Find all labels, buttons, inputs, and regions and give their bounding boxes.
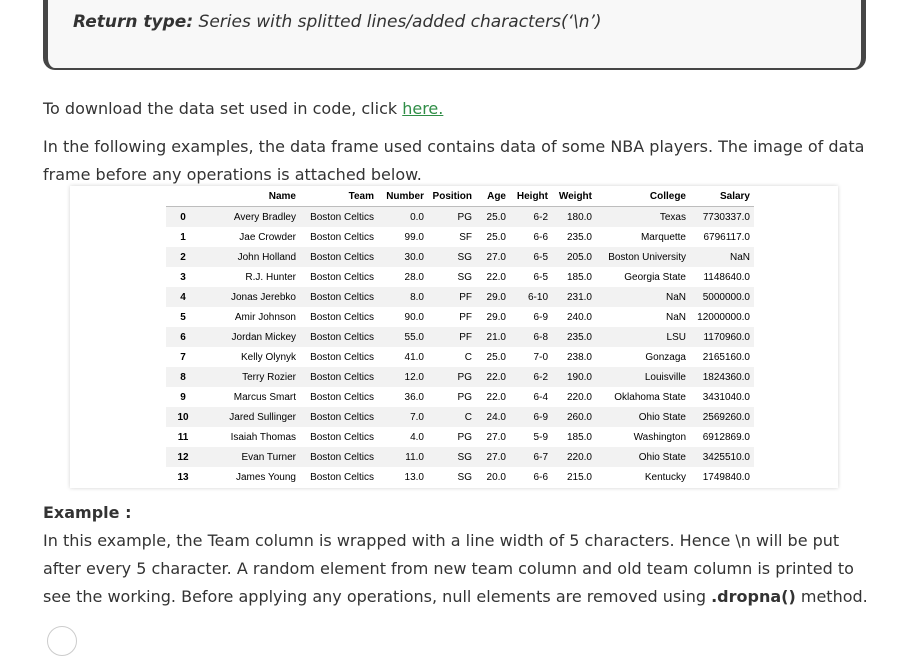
player-name-cell: Jonas Jerebko bbox=[230, 291, 296, 303]
number-cell: 8.0 bbox=[410, 291, 424, 303]
weight-cell: 205.0 bbox=[566, 251, 592, 263]
salary-cell: NaN bbox=[729, 251, 750, 263]
table-row bbox=[166, 267, 754, 287]
team-cell: Boston Celtics bbox=[310, 211, 374, 223]
table-row bbox=[166, 227, 754, 247]
age-cell: 24.0 bbox=[486, 411, 506, 423]
salary-cell: 3431040.0 bbox=[702, 391, 750, 403]
position-cell: C bbox=[464, 351, 472, 363]
example-text-end: method. bbox=[795, 587, 868, 606]
weight-cell: 220.0 bbox=[566, 391, 592, 403]
age-cell: 27.0 bbox=[486, 431, 506, 443]
row-index-cell: 6 bbox=[180, 331, 186, 343]
position-cell: PF bbox=[459, 311, 472, 323]
age-cell: 22.0 bbox=[486, 371, 506, 383]
column-header: Number bbox=[378, 186, 428, 207]
age-cell: 21.0 bbox=[486, 331, 506, 343]
college-cell: Kentucky bbox=[644, 471, 686, 483]
table-row bbox=[166, 467, 754, 487]
position-cell: PG bbox=[457, 431, 472, 443]
height-cell: 6-4 bbox=[533, 391, 548, 403]
player-name-cell: Amir Johnson bbox=[234, 311, 296, 323]
return-type-text bbox=[73, 12, 602, 32]
example-heading: Example : bbox=[43, 503, 132, 522]
decorative-circle bbox=[47, 626, 77, 656]
weight-cell: 235.0 bbox=[566, 231, 592, 243]
position-cell: PG bbox=[457, 371, 472, 383]
team-cell: Boston Celtics bbox=[310, 231, 374, 243]
weight-cell: 235.0 bbox=[566, 331, 592, 343]
age-cell: 22.0 bbox=[486, 271, 506, 283]
salary-cell: 12000000.0 bbox=[697, 311, 750, 323]
row-index-cell: 9 bbox=[180, 391, 186, 403]
player-name-cell: James Young bbox=[235, 471, 296, 483]
player-name-cell: Jordan Mickey bbox=[231, 331, 296, 343]
table-row bbox=[166, 367, 754, 387]
age-cell: 29.0 bbox=[486, 311, 506, 323]
player-name-cell: Evan Turner bbox=[241, 451, 296, 463]
row-index-cell: 5 bbox=[180, 311, 186, 323]
salary-cell: 7730337.0 bbox=[702, 211, 750, 223]
row-index-cell: 2 bbox=[180, 251, 186, 263]
example-paragraph bbox=[43, 527, 873, 611]
row-index-cell: 3 bbox=[180, 271, 186, 283]
column-header: Age bbox=[476, 186, 510, 207]
college-cell: LSU bbox=[666, 331, 686, 343]
weight-cell: 190.0 bbox=[566, 371, 592, 383]
column-header: Weight bbox=[552, 186, 596, 207]
example-text: In this example, the Team column is wrapped with a line width of 5 characters. Hence \n will be put after every 5 character. A random element from new team column and old team column is printed to see the working. Before applying any operations, null elements are removed using bbox=[43, 531, 854, 606]
row-index-cell: 13 bbox=[177, 471, 189, 483]
height-cell: 6-2 bbox=[533, 211, 548, 223]
height-cell: 6-2 bbox=[533, 371, 548, 383]
position-cell: SF bbox=[459, 231, 472, 243]
weight-cell: 185.0 bbox=[566, 431, 592, 443]
player-name-cell: R.J. Hunter bbox=[245, 271, 296, 283]
position-cell: SG bbox=[457, 471, 472, 483]
height-cell: 6-7 bbox=[533, 451, 548, 463]
table-row bbox=[166, 387, 754, 407]
team-cell: Boston Celtics bbox=[310, 391, 374, 403]
table-row bbox=[166, 447, 754, 467]
age-cell: 29.0 bbox=[486, 291, 506, 303]
table-row bbox=[166, 287, 754, 307]
table-body bbox=[166, 207, 754, 488]
salary-cell: 6796117.0 bbox=[703, 231, 750, 243]
player-name-cell: Terry Rozier bbox=[242, 371, 296, 383]
team-cell: Boston Celtics bbox=[310, 471, 374, 483]
return-type-label: Return type: bbox=[73, 12, 194, 32]
weight-cell: 260.0 bbox=[566, 411, 592, 423]
team-cell: Boston Celtics bbox=[310, 411, 374, 423]
number-cell: 28.0 bbox=[404, 271, 424, 283]
player-name-cell: Marcus Smart bbox=[233, 391, 296, 403]
download-prefix: To download the data set used in code, click bbox=[43, 99, 403, 118]
weight-cell: 220.0 bbox=[566, 451, 592, 463]
row-index-cell: 1 bbox=[180, 231, 186, 243]
height-cell: 6-5 bbox=[533, 251, 548, 263]
row-index-cell: 8 bbox=[180, 371, 186, 383]
height-cell: 6-9 bbox=[533, 411, 548, 423]
salary-cell: 1170960.0 bbox=[703, 331, 750, 343]
team-cell: Boston Celtics bbox=[310, 331, 374, 343]
column-header bbox=[166, 186, 200, 207]
row-index-cell: 4 bbox=[180, 291, 186, 303]
column-header: Team bbox=[300, 186, 378, 207]
table-row bbox=[166, 327, 754, 347]
number-cell: 41.0 bbox=[404, 351, 424, 363]
table-row bbox=[166, 347, 754, 367]
weight-cell: 215.0 bbox=[566, 471, 592, 483]
salary-cell: 1148640.0 bbox=[703, 271, 750, 283]
number-cell: 4.0 bbox=[410, 431, 424, 443]
number-cell: 36.0 bbox=[404, 391, 424, 403]
player-name-cell: Avery Bradley bbox=[233, 211, 296, 223]
number-cell: 30.0 bbox=[404, 251, 424, 263]
intro-paragraph: In the following examples, the data frame used contains data of some NBA players. The image of data frame before any operations is attached below. bbox=[43, 137, 865, 184]
position-cell: C bbox=[464, 411, 472, 423]
college-cell: Marquette bbox=[640, 231, 686, 243]
college-cell: NaN bbox=[665, 291, 686, 303]
college-cell: Oklahoma State bbox=[614, 391, 686, 403]
college-cell: Ohio State bbox=[638, 451, 686, 463]
age-cell: 27.0 bbox=[486, 451, 506, 463]
position-cell: SG bbox=[457, 251, 472, 263]
age-cell: 27.0 bbox=[486, 251, 506, 263]
salary-cell: 2165160.0 bbox=[702, 351, 750, 363]
row-index-cell: 10 bbox=[177, 411, 189, 423]
salary-cell: 2569260.0 bbox=[702, 411, 750, 423]
height-cell: 5-9 bbox=[533, 431, 548, 443]
number-cell: 7.0 bbox=[410, 411, 424, 423]
position-cell: PG bbox=[457, 391, 472, 403]
height-cell: 6-9 bbox=[533, 311, 548, 323]
row-index-cell: 7 bbox=[180, 351, 186, 363]
age-cell: 25.0 bbox=[486, 351, 506, 363]
salary-cell: 5000000.0 bbox=[702, 291, 750, 303]
number-cell: 55.0 bbox=[404, 331, 424, 343]
return-type-description: Series with splitted lines/added characters(‘\n’) bbox=[193, 12, 602, 32]
return-type-note bbox=[43, 0, 866, 70]
position-cell: SG bbox=[457, 271, 472, 283]
row-index-cell: 0 bbox=[180, 211, 186, 223]
height-cell: 6-8 bbox=[533, 331, 548, 343]
row-index-cell: 12 bbox=[177, 451, 189, 463]
dropna-code: .dropna() bbox=[711, 587, 796, 606]
weight-cell: 240.0 bbox=[566, 311, 592, 323]
position-cell: PF bbox=[459, 331, 472, 343]
team-cell: Boston Celtics bbox=[310, 371, 374, 383]
position-cell: PG bbox=[457, 211, 472, 223]
weight-cell: 238.0 bbox=[566, 351, 592, 363]
height-cell: 6-6 bbox=[533, 471, 548, 483]
team-cell: Boston Celtics bbox=[310, 451, 374, 463]
college-cell: Georgia State bbox=[624, 271, 686, 283]
column-header: Height bbox=[510, 186, 552, 207]
team-cell: Boston Celtics bbox=[310, 311, 374, 323]
table-row bbox=[166, 207, 754, 228]
table-header-row bbox=[166, 186, 754, 207]
position-cell: PF bbox=[459, 291, 472, 303]
column-header: College bbox=[596, 186, 690, 207]
player-name-cell: Isaiah Thomas bbox=[230, 431, 296, 443]
position-cell: SG bbox=[457, 451, 472, 463]
salary-cell: 6912869.0 bbox=[702, 431, 750, 443]
age-cell: 25.0 bbox=[486, 231, 506, 243]
table-row bbox=[166, 247, 754, 267]
height-cell: 6-6 bbox=[533, 231, 548, 243]
download-paragraph bbox=[43, 95, 873, 123]
number-cell: 12.0 bbox=[404, 371, 424, 383]
college-cell: Washington bbox=[633, 431, 686, 443]
team-cell: Boston Celtics bbox=[310, 271, 374, 283]
salary-cell: 1749840.0 bbox=[702, 471, 750, 483]
height-cell: 7-0 bbox=[533, 351, 548, 363]
team-cell: Boston Celtics bbox=[310, 251, 374, 263]
number-cell: 0.0 bbox=[410, 211, 424, 223]
number-cell: 99.0 bbox=[404, 231, 424, 243]
team-cell: Boston Celtics bbox=[310, 351, 374, 363]
table-row bbox=[166, 407, 754, 427]
weight-cell: 185.0 bbox=[566, 271, 592, 283]
column-header: Salary bbox=[690, 186, 754, 207]
college-cell: Ohio State bbox=[638, 411, 686, 423]
download-link[interactable]: here. bbox=[402, 99, 444, 118]
salary-cell: 1824360.0 bbox=[702, 371, 750, 383]
dataframe-table bbox=[166, 186, 754, 487]
column-header: Name bbox=[200, 186, 300, 207]
age-cell: 22.0 bbox=[486, 391, 506, 403]
college-cell: NaN bbox=[665, 311, 686, 323]
number-cell: 11.0 bbox=[405, 451, 424, 463]
number-cell: 13.0 bbox=[404, 471, 424, 483]
team-cell: Boston Celtics bbox=[310, 291, 374, 303]
college-cell: Boston University bbox=[608, 251, 686, 263]
number-cell: 90.0 bbox=[404, 311, 424, 323]
table-row bbox=[166, 307, 754, 327]
height-cell: 6-10 bbox=[527, 291, 548, 303]
team-cell: Boston Celtics bbox=[310, 431, 374, 443]
weight-cell: 180.0 bbox=[566, 211, 592, 223]
player-name-cell: John Holland bbox=[237, 251, 296, 263]
player-name-cell: Jae Crowder bbox=[239, 231, 296, 243]
dataframe-image bbox=[70, 186, 838, 488]
salary-cell: 3425510.0 bbox=[702, 451, 750, 463]
weight-cell: 231.0 bbox=[566, 291, 592, 303]
college-cell: Louisville bbox=[644, 371, 686, 383]
table-row bbox=[166, 427, 754, 447]
player-name-cell: Jared Sullinger bbox=[229, 411, 296, 423]
row-index-cell: 11 bbox=[177, 431, 189, 443]
player-name-cell: Kelly Olynyk bbox=[240, 351, 296, 363]
college-cell: Texas bbox=[659, 211, 686, 223]
age-cell: 20.0 bbox=[486, 471, 506, 483]
college-cell: Gonzaga bbox=[645, 351, 686, 363]
column-header: Position bbox=[428, 186, 476, 207]
age-cell: 25.0 bbox=[486, 211, 506, 223]
height-cell: 6-5 bbox=[533, 271, 548, 283]
